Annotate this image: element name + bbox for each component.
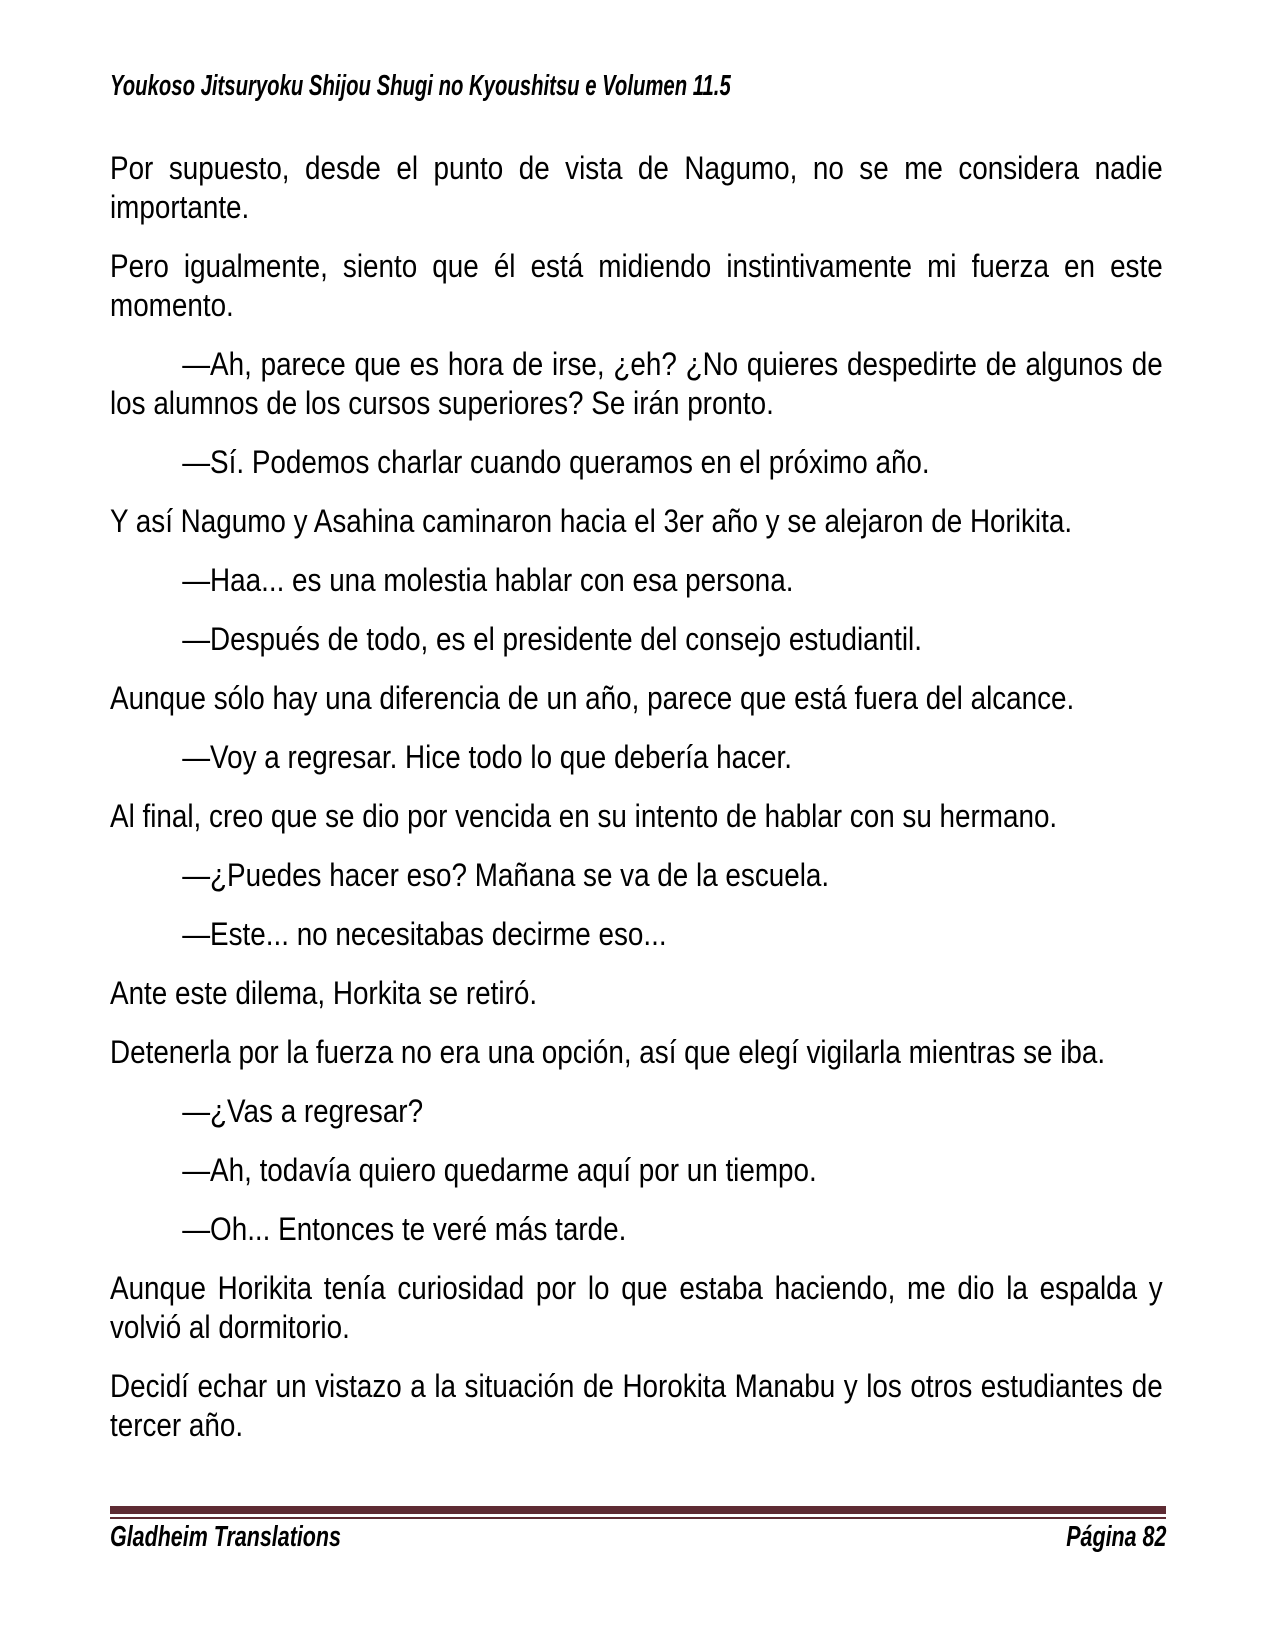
narration-paragraph: Al final, creo que se dio por vencida en su intento de hablar con su hermano.	[110, 798, 1058, 834]
footer-rule-thin-line	[110, 1517, 1166, 1519]
narration-paragraph: Y así Nagumo y Asahina caminaron hacia el 3er año y se alejaron de Horikita.	[110, 503, 1073, 539]
body-text	[110, 149, 1163, 1465]
narration-paragraph: Ante este dilema, Horkita se retiró.	[110, 975, 538, 1011]
footer-rule-thick-bar	[110, 1506, 1166, 1514]
page-footer	[110, 1521, 1166, 1561]
dialogue-paragraph: —Ah, todavía quiero quedarme aquí por un tiempo.	[182, 1152, 817, 1188]
dialogue-paragraph: —Haa... es una molestia hablar con esa persona.	[182, 562, 794, 598]
dialogue-paragraph: —Después de todo, es el presidente del consejo estudiantil.	[182, 621, 922, 657]
dialogue-paragraph: —Ah, parece que es hora de irse, ¿eh? ¿No quieres despedirte de algunos de los alumnos de los cursos superiores? Se irán pronto.	[110, 346, 1163, 421]
page-header	[110, 70, 1270, 103]
narration-paragraph: Por supuesto, desde el punto de vista de Nagumo, no se me considera nadie importante.	[110, 150, 1163, 225]
narration-paragraph: Aunque Horikita tenía curiosidad por lo que estaba haciendo, me dio la espalda y volvió al dormitorio.	[110, 1270, 1163, 1345]
footer-page-number: Página 82	[1065, 1521, 1166, 1553]
dialogue-paragraph: —¿Puedes hacer eso? Mañana se va de la escuela.	[182, 857, 830, 893]
footer-rule	[110, 1506, 1166, 1519]
dialogue-paragraph: —¿Vas a regresar?	[182, 1093, 424, 1129]
footer-translator-credit: Gladheim Translations	[110, 1521, 341, 1553]
narration-paragraph: Aunque sólo hay una diferencia de un año, parece que está fuera del alcance.	[110, 680, 1075, 716]
narration-paragraph: Pero igualmente, siento que él está midiendo instintivamente mi fuerza en este momento.	[110, 248, 1163, 323]
narration-paragraph: Decidí echar un vistazo a la situación de Horokita Manabu y los otros estudiantes de tercer año.	[110, 1368, 1163, 1443]
dialogue-paragraph: —Oh... Entonces te veré más tarde.	[182, 1211, 627, 1247]
dialogue-paragraph: —Voy a regresar. Hice todo lo que debería hacer.	[182, 739, 792, 775]
narration-paragraph: Detenerla por la fuerza no era una opción, así que elegí vigilarla mientras se iba.	[110, 1034, 1106, 1070]
header-title: Youkoso Jitsuryoku Shijou Shugi no Kyoushitsu e Volumen 11.5	[110, 70, 731, 102]
dialogue-paragraph: —Sí. Podemos charlar cuando queramos en el próximo año.	[182, 444, 930, 480]
dialogue-paragraph: —Este... no necesitabas decirme eso...	[182, 916, 667, 952]
